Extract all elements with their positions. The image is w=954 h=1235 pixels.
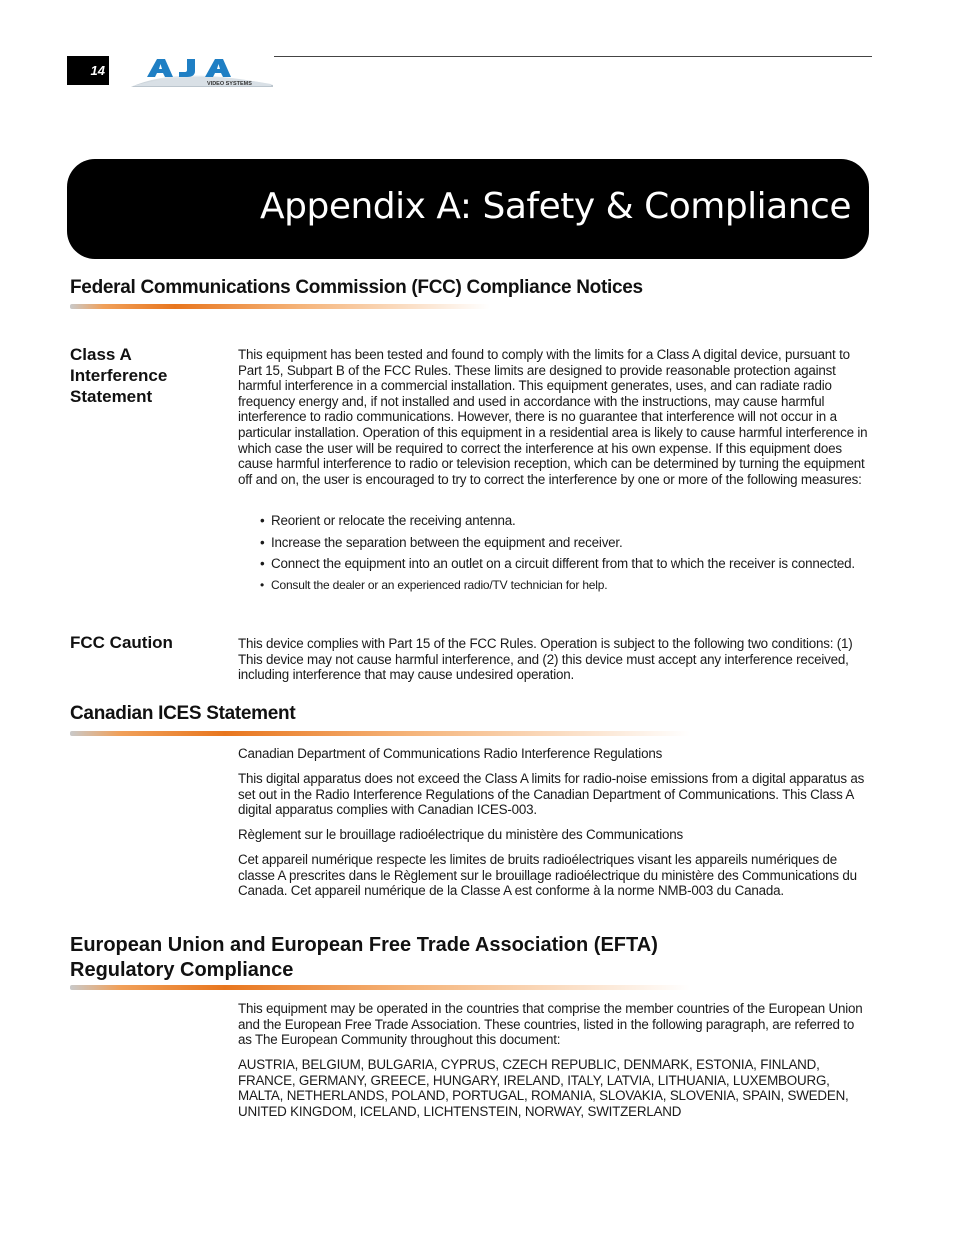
fcc-heading: Federal Communications Commission (FCC) Compliance Notices [70, 277, 643, 298]
page-number: 14 [67, 56, 109, 85]
canada-paragraph: Règlement sur le brouillage radioélectrique du ministère des Communications [238, 827, 683, 842]
interference-measures-list [258, 513, 870, 599]
eu-heading-underline [70, 985, 690, 990]
header-rule [274, 56, 872, 57]
eu-country-list: AUSTRIA, BELGIUM, BULGARIA, CYPRUS, CZECH REPUBLIC, DENMARK, ESTONIA, FINLAND, FRANCE, GERMANY, GREECE, HUNGARY, IRELAND, ITALY, LATVIA, LITHUANIA, LUXEMBOURG, MALTA, NETHERLANDS, POLAND, PORTUGAL, ROMANIA, SLOVAKIA, SLOVENIA, SPAIN, SWEDEN, UNITED KINGDOM, ICELAND, LICHTENSTEIN, NORWAY, SWITZERLAND [238, 1057, 849, 1119]
canada-heading: Canadian ICES Statement [70, 703, 296, 724]
list-item: • Connect the equipment into an outlet on a circuit different from that to which the receiver is connected. [258, 556, 870, 572]
aja-logo [129, 55, 275, 89]
canada-paragraph: Cet appareil numérique respecte les limites de bruits radioélectriques visant les appareils numériques de classe A prescrites dans le Règlement sur le brouillage radioélectrique du ministère des Communications du Canada. Cet appareil numérique de la Classe A est conforme à la norme NMB-003 du Canada. [238, 852, 857, 899]
list-item: • Consult the dealer or an experienced radio/TV technician for help. [258, 578, 870, 594]
eu-paragraph: This equipment may be operated in the countries that comprise the member countries of the European Union and the European Free Trade Association. These countries, listed in the following paragraph, are referred to as The European Community throughout this document: [238, 1001, 863, 1048]
canada-paragraph: This digital apparatus does not exceed the Class A limits for radio-noise emissions from a digital apparatus as set out in the Radio Interference Regulations of the Canadian Department of Communications. This Class A digital apparatus complies with Canadian ICES-003. [238, 771, 865, 818]
canada-paragraph: Canadian Department of Communications Radio Interference Regulations [238, 746, 663, 761]
list-item: • Reorient or relocate the receiving antenna. [258, 513, 870, 529]
fcc-caution-label: FCC Caution [70, 633, 173, 652]
fcc-caution-text: This device complies with Part 15 of the FCC Rules. Operation is subject to the following two conditions: (1) This device may not cause harmful interference, and (2) this device must accept any interference received, including interference that may cause undesired operation. [238, 636, 853, 683]
page-title: Appendix A: Safety & Compliance [260, 186, 851, 227]
class-a-text: This equipment has been tested and found to comply with the limits for a Class A digital device, pursuant to Part 15, Subpart B of the FCC Rules. These limits are designed to provide reasonable protection against harmful interference in a commercial installation. This equipment generates, uses, and can radiate radio frequency energy and, if not installed and used in accordance with the instructions, may cause harmful interference to radio communications. However, there is no guarantee that interference will not occur in a particular installation. Operation of this equipment in a residential area is likely to cause harmful interference in which case the user will be required to correct the interference at his own expense. If this equipment does cause harmful interference to radio or television reception, which can be determined by turning the equipment off and on, the user is encouraged to try to correct the interference by one or more of the following measures: [238, 347, 868, 487]
canada-heading-underline [70, 731, 690, 736]
eu-heading: European Union and European Free Trade Association (EFTA) Regulatory Compliance [70, 934, 658, 981]
fcc-heading-underline [70, 304, 490, 309]
class-a-label: Class A Interference Statement [70, 345, 168, 406]
list-item: • Increase the separation between the equipment and receiver. [258, 535, 870, 551]
logo-tagline: VIDEO SYSTEMS [207, 81, 252, 87]
title-banner [67, 159, 869, 259]
